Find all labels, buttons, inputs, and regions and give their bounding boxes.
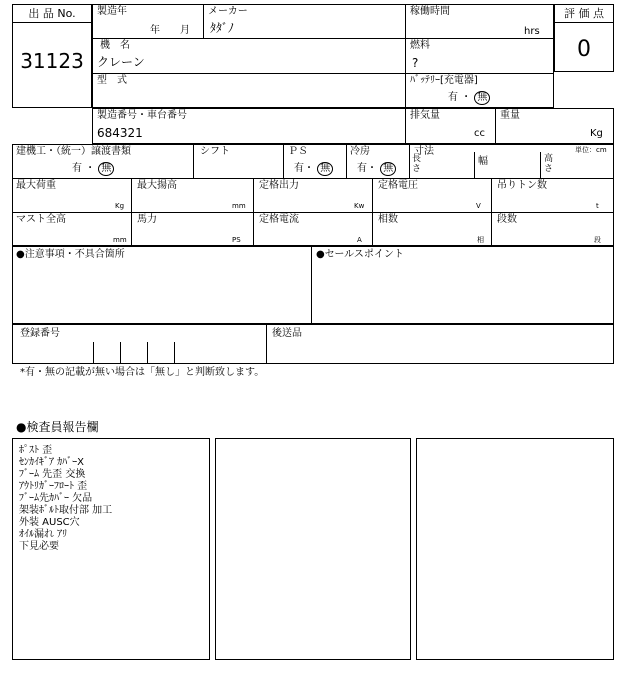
sales-label: ●セールスポイント xyxy=(316,249,404,260)
rated-output-unit: Kw xyxy=(354,202,365,210)
ps-yes: 有・ xyxy=(294,163,314,174)
displacement-label: 排気量 xyxy=(410,110,440,121)
horsepower-unit: PS xyxy=(232,236,241,244)
fuel-label: 燃料 xyxy=(410,40,430,51)
max-load-label: 最大荷重 xyxy=(16,180,56,191)
weight-unit: Kg xyxy=(590,128,603,139)
phases-label: 相数 xyxy=(378,214,398,225)
max-lift-label: 最大揚高 xyxy=(137,180,177,191)
model-name-value: クレーン xyxy=(97,55,145,69)
stages-unit: 段 xyxy=(594,236,601,244)
year-unit: 年 月 xyxy=(150,25,190,36)
model-name-label: 機 名 xyxy=(100,40,130,51)
registration-row xyxy=(12,324,614,364)
report-lines xyxy=(19,445,112,553)
fuel-value: ? xyxy=(412,56,419,70)
report-box-3 xyxy=(416,438,614,660)
caution-label: ●注意事項・不具合箇所 xyxy=(16,249,125,260)
length-label: 長 さ xyxy=(412,154,422,174)
footnote: *有・無の記載が無い場合は「無し」と判断致します。 xyxy=(20,367,265,378)
battery-label: ﾊﾞｯﾃﾘｰ[充電器] xyxy=(410,75,478,86)
rated-current-label: 定格電流 xyxy=(259,214,299,225)
max-lift-unit: mm xyxy=(232,202,246,210)
mast-height-label: マスト全高 xyxy=(16,214,66,225)
cooling-yes: 有・ xyxy=(357,163,377,174)
dims-label: 寸法 xyxy=(414,146,434,157)
battery-yes: 有 ・ xyxy=(448,92,472,103)
shift-label: シフト xyxy=(200,146,230,157)
rated-output-label: 定格出力 xyxy=(259,180,299,191)
report-line: ｾﾝｶｲｷﾞｱ ｶﾊﾞｰX xyxy=(19,457,85,468)
max-load-unit: Kg xyxy=(115,202,125,210)
report-line: ﾌﾞｰﾑ先ｶﾊﾞｰ 欠品 xyxy=(19,493,93,504)
hours-unit: hrs xyxy=(524,26,540,37)
rated-current-unit: A xyxy=(357,236,362,244)
height-label: 高 さ xyxy=(544,154,554,174)
rating-label: 評 価 点 xyxy=(564,7,604,20)
report-box-1 xyxy=(12,438,210,660)
report-line: 下見必要 xyxy=(19,541,59,552)
serial-label: 製造番号・車台番号 xyxy=(97,110,187,121)
rating-value: 0 xyxy=(577,37,591,62)
transfer-yes: 有 ・ xyxy=(72,163,96,174)
post-delivery-label: 後送品 xyxy=(272,328,302,339)
ps-no-circled: 無 xyxy=(317,162,333,176)
transfer-doc-label: 建機工・（統一）譲渡書類 xyxy=(16,146,131,157)
battery-no-circled: 無 xyxy=(474,91,490,105)
report-line: 外装 AUSC穴 xyxy=(19,517,80,528)
phases-unit: 相 xyxy=(477,236,484,244)
cooling-choice xyxy=(357,162,396,176)
maker-value: ﾀﾀﾞﾉ xyxy=(210,21,235,35)
cooling-label: 冷房 xyxy=(350,146,370,157)
item-no-label: 出 品 No. xyxy=(28,7,76,20)
specs-grid xyxy=(12,144,614,246)
hours-label: 稼働時間 xyxy=(410,6,450,17)
displacement-unit: cc xyxy=(474,128,485,139)
weight-label: 重量 xyxy=(500,110,520,121)
width-label: 幅 xyxy=(478,156,488,167)
reg-no-label: 登録番号 xyxy=(20,328,60,339)
transfer-choice xyxy=(72,162,114,176)
year-label: 製造年 xyxy=(97,6,127,17)
report-line: 架装ﾎﾞﾙﾄ取付部 加工 xyxy=(19,505,113,516)
transfer-no-circled: 無 xyxy=(98,162,114,176)
report-box-2 xyxy=(215,438,411,660)
report-line: ﾎﾟｽﾄ 歪 xyxy=(19,445,53,456)
rated-voltage-unit: V xyxy=(476,202,481,210)
lift-tons-unit: t xyxy=(596,202,599,210)
item-no-value: 31123 xyxy=(20,49,84,73)
lift-tons-label: 吊りトン数 xyxy=(497,180,547,191)
ps-choice xyxy=(294,162,333,176)
horsepower-label: 馬力 xyxy=(137,214,157,225)
stages-label: 段数 xyxy=(497,214,517,225)
dims-unit: 単位：cm xyxy=(575,146,607,154)
report-title: ●検査員報告欄 xyxy=(16,420,99,434)
report-line: ｱｳﾄﾘｶﾞｰﾌﾛｰﾄ 歪 xyxy=(19,481,88,492)
rated-voltage-label: 定格電圧 xyxy=(378,180,418,191)
cooling-no-circled: 無 xyxy=(380,162,396,176)
battery-choice xyxy=(448,91,490,105)
report-line: ﾌﾞｰﾑ 先歪 交換 xyxy=(19,469,86,480)
ps-label: ＰＳ xyxy=(288,146,308,157)
maker-label: メーカー xyxy=(208,6,248,17)
type-label: 型 式 xyxy=(97,75,127,86)
mast-height-unit: mm xyxy=(113,236,127,244)
serial-value: 684321 xyxy=(97,126,143,140)
report-line: ｵｲﾙ漏れ ｱﾘ xyxy=(19,529,68,540)
